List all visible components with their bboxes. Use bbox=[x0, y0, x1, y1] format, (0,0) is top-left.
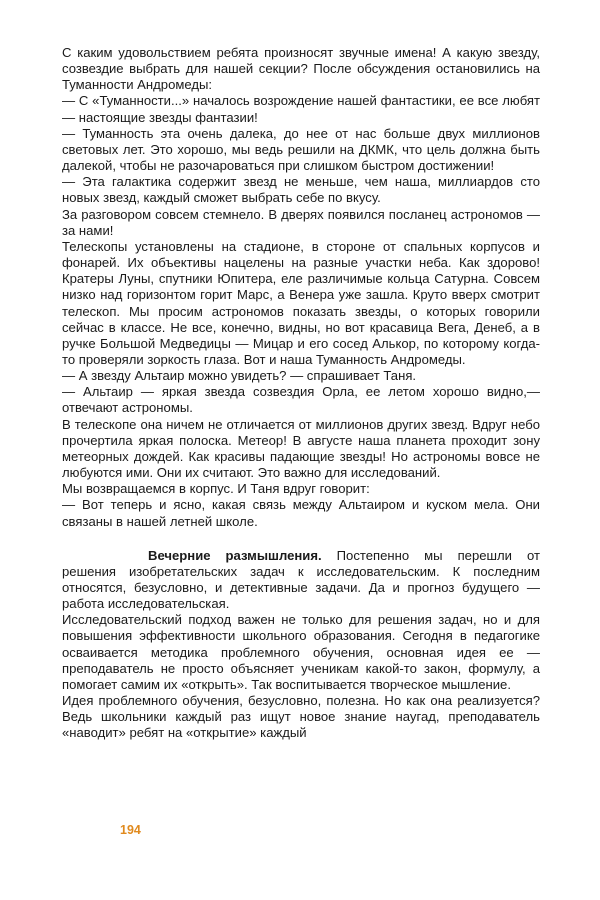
paragraph: За разговором совсем стемнело. В дверях появился посланец астрономов — за нами! bbox=[62, 206, 540, 238]
paragraph: С каким удовольствием ребята произносят звучные имена! А какую звезду, созвездие выбрать для нашей секции? После обсуждения остановились на Туманности Андромеды: bbox=[62, 45, 540, 93]
paragraph: — А звезду Альтаир можно увидеть? — спрашивает Таня. bbox=[62, 368, 417, 384]
body-text bbox=[62, 45, 540, 742]
page-number: 194 bbox=[120, 823, 141, 837]
section-gap bbox=[62, 530, 540, 548]
paragraph: — С «Туманности...» началось возрождение нашей фантастики, ее все любят — настоящие звезды фантазии! bbox=[62, 93, 540, 125]
section-paragraph bbox=[62, 548, 540, 613]
section-lead: Постепенно мы перешли от решения изобретательских задач к исследовательским. К последним относятся, безусловно, и детективные задачи. Да и прогноз будущего — работа исследовательская. bbox=[62, 547, 540, 612]
paragraph: Телескопы установлены на стадионе, в стороне от спальных корпусов и фонарей. Их объективы нацелены на разные участки неба. Как здорово! Кратеры Луны, спутники Юпитера, еле различимые кольца Сатурна. Совсем низко над горизонтом горит Марс, а Венера уже зашла. Круто вверх смотрит телескоп. Мы просим астрономов показать звезды, о которых говорили сейчас в классе. Не все, конечно, видны, но вот красавица Вега, Денеб, а в ручке Большой Медведицы — Мицар и его сосед Алькор, по которому когда-то проверяли зоркость глаза. Вот и наша Туманность Андромеды. bbox=[62, 238, 540, 367]
paragraph: Мы возвращаемся в корпус. И Таня вдруг говорит: bbox=[62, 481, 370, 497]
paragraph: — Альтаир — яркая звезда созвездия Орла, ее летом хорошо видно,— отвечают астрономы. bbox=[62, 384, 540, 416]
paragraph: — Эта галактика содержит звезд не меньше, чем наша, миллиардов сто новых звезд, каждый сможет выбрать себе по вкусу. bbox=[62, 174, 540, 206]
paragraph: — Туманность эта очень далека, до нее от нас больше двух миллионов световых лет. Это хорошо, мы ведь решили на ДКМК, что цель должна быть далекой, чтобы не разочароваться при слишком быстром достижении! bbox=[62, 125, 540, 174]
paragraph: Идея проблемного обучения, безусловно, полезна. Но как она реализуется? Ведь школьники каждый раз ищут новое знание наугад, преподаватель «наводит» ребят на «открытие» каждый bbox=[62, 693, 540, 741]
paragraph: Исследовательский подход важен не только для решения задач, но и для повышения эффективности школьного образования. Сегодня в педагогике осваивается методика проблемного обучения, основная идея ее — преподаватель не просто объясняет ученикам какой-то закон, формулу, а помогает самим их «открыть». Так воспитывается творческое мышление. bbox=[62, 612, 540, 692]
section-heading: Вечерние размышления. bbox=[148, 547, 322, 563]
paragraph: В телескопе она ничем не отличается от миллионов других звезд. Вдруг небо прочертила яркая полоска. Метеор! В августе наша планета проходит зону метеорных дождей. Как красивы падающие звезды! Но астрономы вовсе не любуются ими. Они их считают. Это важно для исследований. bbox=[62, 416, 540, 481]
paragraph: — Вот теперь и ясно, какая связь между Альтаиром и куском мела. Они связаны в нашей летней школе. bbox=[62, 497, 540, 529]
